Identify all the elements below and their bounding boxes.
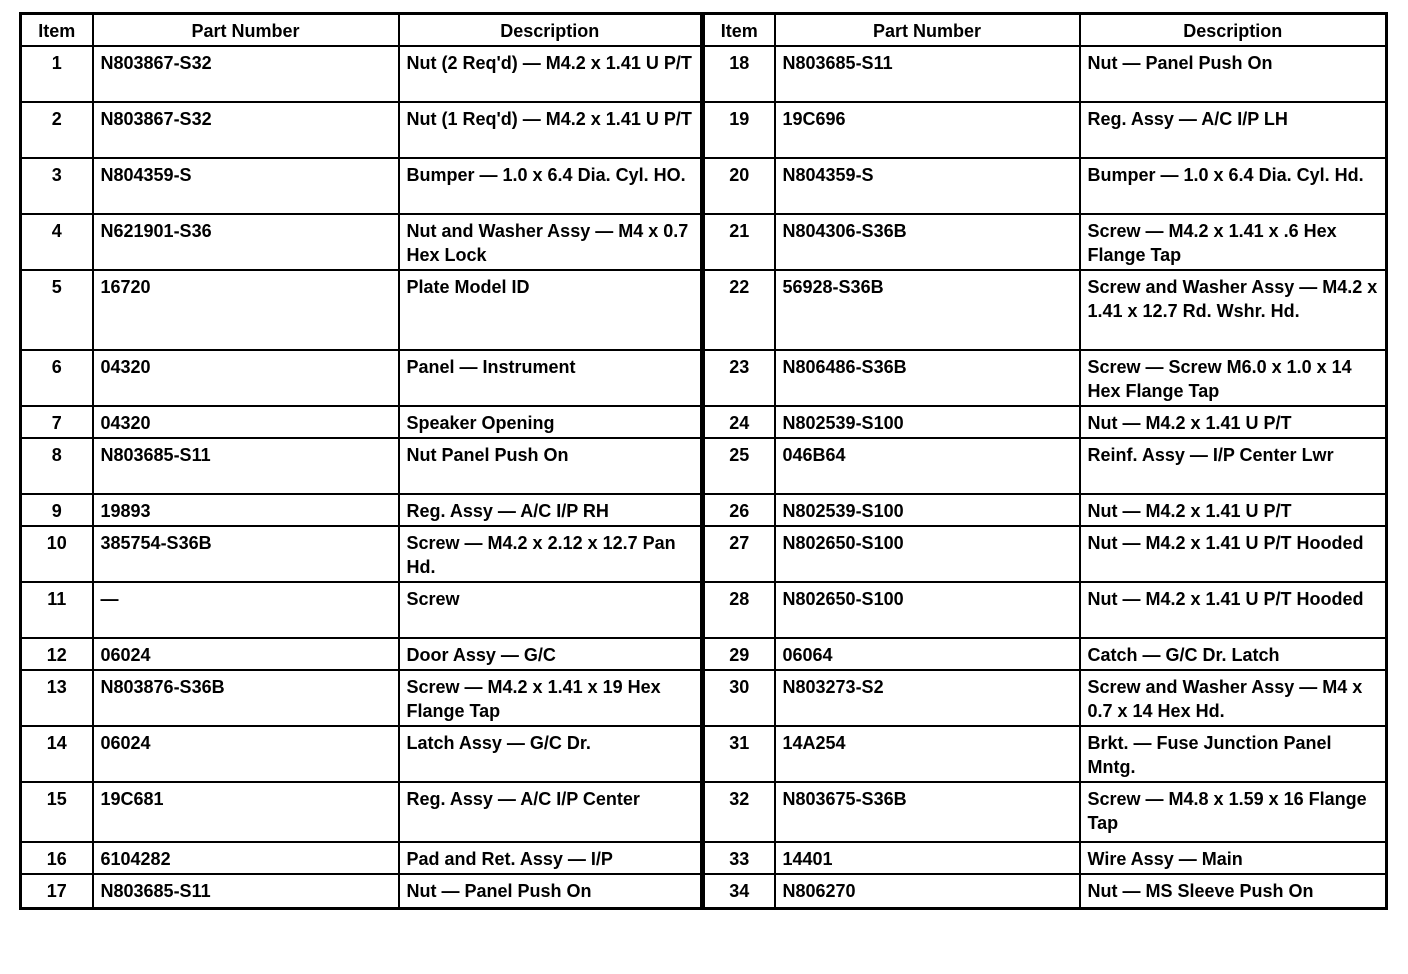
part-number-right: N804359-S xyxy=(775,158,1080,214)
table-row xyxy=(21,874,1387,908)
part-number-right: N802650-S100 xyxy=(775,582,1080,638)
description-left: Plate Model ID xyxy=(399,270,703,350)
header-description-left: Description xyxy=(399,14,703,47)
table-row xyxy=(21,46,1387,102)
part-number-right: 06064 xyxy=(775,638,1080,670)
description-right: Brkt. — Fuse Junction Panel Mntg. xyxy=(1080,726,1387,782)
item-number-left: 7 xyxy=(21,406,93,438)
description-left: Panel — Instrument xyxy=(399,350,703,406)
item-number-left: 11 xyxy=(21,582,93,638)
description-right: Nut — M4.2 x 1.41 U P/T xyxy=(1080,406,1387,438)
part-number-right: N803685-S11 xyxy=(775,46,1080,102)
part-number-left: 19893 xyxy=(93,494,399,526)
description-left: Reg. Assy — A/C I/P RH xyxy=(399,494,703,526)
part-number-right: N806486-S36B xyxy=(775,350,1080,406)
description-right: Nut — M4.2 x 1.41 U P/T Hooded xyxy=(1080,582,1387,638)
part-number-left: N803867-S32 xyxy=(93,102,399,158)
item-number-left: 4 xyxy=(21,214,93,270)
item-number-left: 12 xyxy=(21,638,93,670)
description-left: Speaker Opening xyxy=(399,406,703,438)
table-row xyxy=(21,638,1387,670)
item-number-left: 14 xyxy=(21,726,93,782)
description-left: Nut (1 Req'd) — M4.2 x 1.41 U P/T xyxy=(399,102,703,158)
item-number-left: 16 xyxy=(21,842,93,874)
item-number-left: 15 xyxy=(21,782,93,842)
description-left: Nut (2 Req'd) — M4.2 x 1.41 U P/T xyxy=(399,46,703,102)
part-number-right: 046B64 xyxy=(775,438,1080,494)
item-number-right: 26 xyxy=(703,494,775,526)
part-number-left: 06024 xyxy=(93,638,399,670)
description-right: Wire Assy — Main xyxy=(1080,842,1387,874)
description-right: Nut — Panel Push On xyxy=(1080,46,1387,102)
table-row xyxy=(21,782,1387,842)
item-number-left: 10 xyxy=(21,526,93,582)
description-left: Screw — M4.2 x 2.12 x 12.7 Pan Hd. xyxy=(399,526,703,582)
part-number-left: — xyxy=(93,582,399,638)
item-number-left: 9 xyxy=(21,494,93,526)
description-left: Bumper — 1.0 x 6.4 Dia. Cyl. HO. xyxy=(399,158,703,214)
item-number-right: 28 xyxy=(703,582,775,638)
description-left: Reg. Assy — A/C I/P Center xyxy=(399,782,703,842)
table-row xyxy=(21,494,1387,526)
part-number-right: N802539-S100 xyxy=(775,494,1080,526)
part-number-left: N621901-S36 xyxy=(93,214,399,270)
item-number-left: 3 xyxy=(21,158,93,214)
item-number-left: 2 xyxy=(21,102,93,158)
description-right: Bumper — 1.0 x 6.4 Dia. Cyl. Hd. xyxy=(1080,158,1387,214)
description-right: Nut — M4.2 x 1.41 U P/T Hooded xyxy=(1080,526,1387,582)
part-number-left: 6104282 xyxy=(93,842,399,874)
part-number-right: N804306-S36B xyxy=(775,214,1080,270)
part-number-right: N802539-S100 xyxy=(775,406,1080,438)
header-part-number-left: Part Number xyxy=(93,14,399,47)
item-number-left: 1 xyxy=(21,46,93,102)
part-number-right: 14401 xyxy=(775,842,1080,874)
description-right: Screw — M4.2 x 1.41 x .6 Hex Flange Tap xyxy=(1080,214,1387,270)
part-number-left: N804359-S xyxy=(93,158,399,214)
part-number-right: N803675-S36B xyxy=(775,782,1080,842)
description-left: Nut Panel Push On xyxy=(399,438,703,494)
item-number-right: 20 xyxy=(703,158,775,214)
header-item-right: Item xyxy=(703,14,775,47)
item-number-right: 21 xyxy=(703,214,775,270)
part-number-right: 19C696 xyxy=(775,102,1080,158)
parts-table xyxy=(19,12,1388,910)
table-row xyxy=(21,582,1387,638)
table-row xyxy=(21,270,1387,350)
part-number-left: 16720 xyxy=(93,270,399,350)
item-number-left: 17 xyxy=(21,874,93,908)
item-number-right: 22 xyxy=(703,270,775,350)
part-number-right: N802650-S100 xyxy=(775,526,1080,582)
part-number-left: N803685-S11 xyxy=(93,874,399,908)
description-right: Reg. Assy — A/C I/P LH xyxy=(1080,102,1387,158)
description-left: Screw xyxy=(399,582,703,638)
header-row xyxy=(21,14,1387,47)
item-number-right: 34 xyxy=(703,874,775,908)
description-right: Catch — G/C Dr. Latch xyxy=(1080,638,1387,670)
item-number-left: 6 xyxy=(21,350,93,406)
table-row xyxy=(21,350,1387,406)
item-number-left: 5 xyxy=(21,270,93,350)
table-row xyxy=(21,438,1387,494)
part-number-left: N803685-S11 xyxy=(93,438,399,494)
item-number-right: 30 xyxy=(703,670,775,726)
item-number-right: 24 xyxy=(703,406,775,438)
item-number-right: 18 xyxy=(703,46,775,102)
header-item-left: Item xyxy=(21,14,93,47)
part-number-left: 06024 xyxy=(93,726,399,782)
item-number-right: 25 xyxy=(703,438,775,494)
description-right: Screw — Screw M6.0 x 1.0 x 14 Hex Flange Tap xyxy=(1080,350,1387,406)
table-row xyxy=(21,102,1387,158)
description-right: Nut — M4.2 x 1.41 U P/T xyxy=(1080,494,1387,526)
item-number-right: 19 xyxy=(703,102,775,158)
description-right: Screw — M4.8 x 1.59 x 16 Flange Tap xyxy=(1080,782,1387,842)
table-row xyxy=(21,214,1387,270)
part-number-right: 56928-S36B xyxy=(775,270,1080,350)
table-row xyxy=(21,726,1387,782)
item-number-right: 33 xyxy=(703,842,775,874)
description-left: Pad and Ret. Assy — I/P xyxy=(399,842,703,874)
table-row xyxy=(21,526,1387,582)
table-row xyxy=(21,406,1387,438)
description-left: Latch Assy — G/C Dr. xyxy=(399,726,703,782)
description-right: Screw and Washer Assy — M4.2 x 1.41 x 12.7 Rd. Wshr. Hd. xyxy=(1080,270,1387,350)
item-number-right: 31 xyxy=(703,726,775,782)
item-number-left: 13 xyxy=(21,670,93,726)
item-number-right: 27 xyxy=(703,526,775,582)
part-number-left: N803867-S32 xyxy=(93,46,399,102)
part-number-left: 385754-S36B xyxy=(93,526,399,582)
item-number-left: 8 xyxy=(21,438,93,494)
table-row xyxy=(21,842,1387,874)
description-right: Nut — MS Sleeve Push On xyxy=(1080,874,1387,908)
description-right: Screw and Washer Assy — M4 x 0.7 x 14 Hex Hd. xyxy=(1080,670,1387,726)
description-left: Nut — Panel Push On xyxy=(399,874,703,908)
part-number-right: N803273-S2 xyxy=(775,670,1080,726)
description-left: Nut and Washer Assy — M4 x 0.7 Hex Lock xyxy=(399,214,703,270)
header-description-right: Description xyxy=(1080,14,1387,47)
table-row xyxy=(21,158,1387,214)
part-number-left: 19C681 xyxy=(93,782,399,842)
part-number-left: N803876-S36B xyxy=(93,670,399,726)
description-left: Door Assy — G/C xyxy=(399,638,703,670)
description-left: Screw — M4.2 x 1.41 x 19 Hex Flange Tap xyxy=(399,670,703,726)
table-row xyxy=(21,670,1387,726)
part-number-left: 04320 xyxy=(93,406,399,438)
item-number-right: 23 xyxy=(703,350,775,406)
part-number-left: 04320 xyxy=(93,350,399,406)
description-right: Reinf. Assy — I/P Center Lwr xyxy=(1080,438,1387,494)
item-number-right: 32 xyxy=(703,782,775,842)
part-number-right: N806270 xyxy=(775,874,1080,908)
part-number-right: 14A254 xyxy=(775,726,1080,782)
item-number-right: 29 xyxy=(703,638,775,670)
header-part-number-right: Part Number xyxy=(775,14,1080,47)
